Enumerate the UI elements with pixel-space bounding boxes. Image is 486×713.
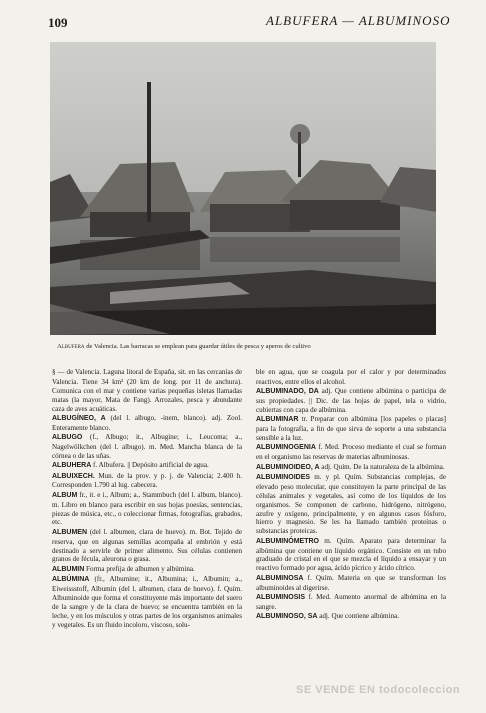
dictionary-entry: ALBUMINOGENIA f. Med. Proceso mediante el cual se forman en el organismo las reservas de materias albuminosas. <box>256 443 446 462</box>
dictionary-entry: ALBUHERA f. Albufera. || Depósito artificial de agua. <box>52 461 209 470</box>
dictionary-entry: ALBUMINOSIS f. Med. Aumento anormal de albúmina en la sangre. <box>256 592 446 611</box>
dictionary-entry: ALBUMEN (del l. albumen, clara de huevo). m. Bot. Tejido de reserva, que en algunas semillas acompaña al embrión y está destinado a servirle de primer alimento. Sus células contienen granos de fécula, aleurona o grasa. <box>52 527 242 564</box>
dictionary-entry: § — de Valencia. Laguna litoral de España, sit. en las cercanías de Valencia. Tiene 34 km² (20 km de long. por 11 de anchura). Comunica con el mar y contiene varias pequeñas isletas llamadas matas (la mayor, Mata de Fang). Arrozales, pesca y abundante caza de aves acuáticas. <box>52 368 242 413</box>
watermark: SE VENDE EN todocoleccion <box>296 684 461 696</box>
dictionary-entry: ALBUMINOIDES m. y pl. Quím. Substancias complejas, de elevado peso molecular, que constituyen la parte principal de las células animales y vegetales, así como de los líquidos de los organismos. Se componen de carbono, hidrógeno, nitrógeno, azufre y oxígeno, principalmente, y en algunos casos fósforo, hierro y magnesio. Se les ha llamado también proteínas o substancias proteicas. <box>256 472 446 536</box>
dictionary-entry: ALBUMINOSO, SA adj. Que contiene albúmina. <box>256 612 400 621</box>
dictionary-entry: ALBUMINÓMETRO m. Quím. Aparato para determinar la albúmina que contiene un líquido orgánico. Consiste en un tubo graduado de cristal en el que se mezcla el líquido a ensayar y un reactivo formado por agua, ácido pícrico y ácido cítrico. <box>256 536 446 573</box>
dictionary-entry: ALBUMINOSA f. Quím. Materia en que se transforman los albuminoides al digerirse. <box>256 573 446 592</box>
dictionary-entry: ALBUGO (f., Albugo; it., Albugine; i., Leucoma; a., Nagelwölkchen (del l. albugo). m. Med. Mancha blanca de la córnea o de las uñas. <box>52 433 242 460</box>
dictionary-entry: ALBUM fr., it. e i., Album; a., Stammbuch (del l. album, blanco). m. Libro en blanco para escribir en sus hojas poesías, sentencias, piezas de música, etc., o coleccionar firmas, fotografías, grabados, etc. <box>52 490 242 527</box>
right-column <box>256 368 446 622</box>
dictionary-entry: ALBUMINADO, DA adj. Que contiene albúmina o participa de sus propiedades. || Dic. de las hojas de papel, tela o vidrio, cubiertas con capa de albúmina. <box>256 387 447 415</box>
dictionary-entry: ALBUMINOIDEO, A adj. Quím. De la naturaleza de la albúmina. <box>256 462 445 471</box>
left-column <box>52 368 242 630</box>
caption-place-name: Albufera <box>57 343 85 350</box>
dictionary-entry: ALBUGÍNEO, A (del l. albugo, -inem, blanco). adj. Zool. Enteramente blanco. <box>52 413 243 432</box>
page-number: 109 <box>48 15 68 30</box>
dictionary-entry: ble en agua, que se coagula por el calor y por determinados reactivos, entre ellos el alcohol. <box>256 368 446 386</box>
dictionary-entry: ALBÚMINA (fr., Albumine; it., Albumina; i., Albumin; a., Eiweissstoff, Albumin (del l. albumen, clara de huevo). f. Quím. Albuminoide que forma el constituyente más importante del suero de la sangre y de la clara de huevo; se encuentra también en la leche, y en los músculos y otras partes de los organismos animales y vegetales. Es un fluido incoloro, viscoso, solu- <box>52 575 242 629</box>
running-head: ALBUFERA — ALBUMINOSO <box>266 13 451 28</box>
photograph-albufera <box>50 42 436 335</box>
dictionary-entry: ALBUIXECH. Mun. de la prov. y p. j. de Valencia; 2.400 h. Corresponden 1.790 al lug. cabecera. <box>52 471 242 490</box>
caption-text: de Valencia. Las barracas se emplean para guardar útiles de pesca y aperos de cultivo <box>84 343 311 350</box>
dictionary-entry: ALBUMIN Forma prefija de albumen y albúmina. <box>52 564 195 573</box>
dictionary-entry: ALBUMINAR tr. Preparar con albúmina [los papeles o placas] para la fotografía, a fin de que sirva de soporte a una substancia sensible a la luz. <box>256 415 446 443</box>
figure-caption <box>57 343 437 350</box>
